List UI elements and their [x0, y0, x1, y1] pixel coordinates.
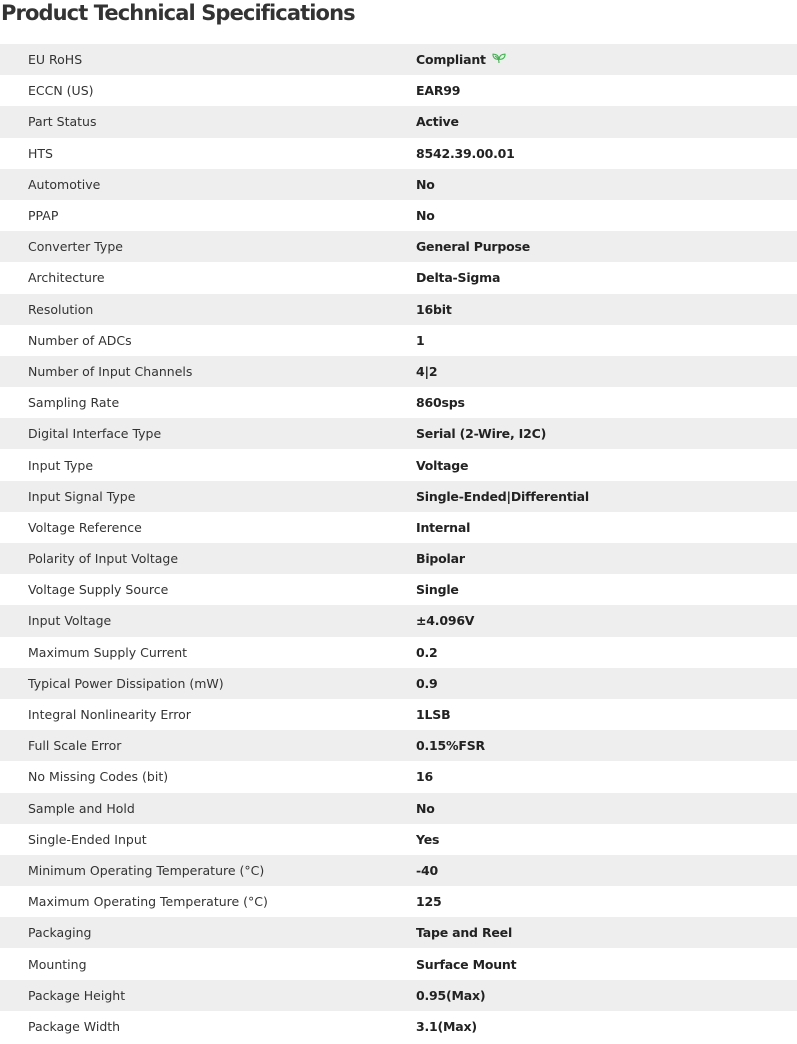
spec-label: [0, 169, 416, 200]
spec-label-text: Polarity of Input Voltage: [28, 551, 179, 567]
spec-row: [0, 824, 797, 855]
spec-row: [0, 886, 797, 917]
spec-row: [0, 294, 797, 325]
spec-label-text: Automotive: [28, 176, 101, 192]
spec-value-text: 1LSB: [416, 707, 451, 723]
spec-row: [0, 948, 797, 979]
spec-value-text: Single: [416, 582, 459, 598]
spec-row: [0, 855, 797, 886]
spec-row: [0, 1011, 797, 1042]
spec-value-text: 8542.39.00.01: [416, 145, 515, 161]
spec-value: [416, 543, 797, 574]
spec-value: [416, 761, 797, 792]
spec-row: [0, 668, 797, 699]
spec-row: [0, 574, 797, 605]
spec-label-text: Package Height: [28, 987, 126, 1003]
spec-value-text: EAR99: [416, 83, 461, 99]
spec-label-text: ECCN (US): [28, 83, 94, 99]
spec-label: [0, 325, 416, 356]
spec-value-text: Single-Ended|Differential: [416, 488, 589, 504]
spec-value: [416, 169, 797, 200]
spec-value-text: Surface Mount: [416, 956, 517, 972]
spec-value: [416, 44, 797, 75]
spec-row: [0, 387, 797, 418]
spec-label: [0, 855, 416, 886]
spec-label-text: Maximum Operating Temperature (°C): [28, 894, 268, 910]
spec-label: [0, 699, 416, 730]
spec-value-text: 1: [416, 332, 425, 348]
spec-value-text: General Purpose: [416, 239, 531, 255]
spec-label-text: Part Status: [28, 114, 97, 130]
spec-value-text: No: [416, 208, 435, 224]
spec-label-text: EU RoHS: [28, 52, 83, 68]
spec-value: [416, 138, 797, 169]
spec-value-text: Internal: [416, 519, 471, 535]
spec-row: [0, 262, 797, 293]
spec-label-text: No Missing Codes (bit): [28, 769, 169, 785]
spec-label-text: Input Voltage: [28, 613, 112, 629]
spec-value: [416, 449, 797, 480]
spec-label-text: Number of Input Channels: [28, 363, 193, 379]
spec-value-text: 3.1(Max): [416, 1018, 477, 1034]
spec-label: [0, 200, 416, 231]
spec-label: [0, 730, 416, 761]
spec-value-text: Tape and Reel: [416, 925, 513, 941]
spec-row: [0, 637, 797, 668]
spec-value-text: Bipolar: [416, 551, 465, 567]
spec-value: [416, 75, 797, 106]
spec-value-text: 125: [416, 894, 442, 910]
spec-value-text: Delta-Sigma: [416, 270, 501, 286]
spec-row: [0, 106, 797, 137]
spec-value: [416, 917, 797, 948]
spec-label: [0, 294, 416, 325]
spec-label: [0, 917, 416, 948]
spec-row: [0, 325, 797, 356]
spec-value-text: Compliant: [416, 52, 486, 68]
spec-label-text: Minimum Operating Temperature (°C): [28, 862, 265, 878]
spec-label: [0, 356, 416, 387]
spec-value: [416, 948, 797, 979]
spec-label: [0, 980, 416, 1011]
spec-value: [416, 325, 797, 356]
spec-value: [416, 231, 797, 262]
spec-label-text: Mounting: [28, 956, 87, 972]
spec-label-text: Number of ADCs: [28, 332, 132, 348]
spec-label: [0, 668, 416, 699]
spec-value-text: 4|2: [416, 363, 438, 379]
leaf-icon: [492, 52, 506, 67]
spec-label-text: Converter Type: [28, 239, 123, 255]
spec-label-text: Voltage Reference: [28, 519, 142, 535]
spec-value: [416, 730, 797, 761]
spec-value: [416, 356, 797, 387]
spec-value: [416, 200, 797, 231]
spec-value-text: 0.95(Max): [416, 987, 486, 1003]
spec-label-text: Single-Ended Input: [28, 831, 147, 847]
spec-label-text: Full Scale Error: [28, 738, 122, 754]
spec-label-text: Sampling Rate: [28, 395, 120, 411]
spec-value: [416, 387, 797, 418]
spec-label-text: Digital Interface Type: [28, 426, 162, 442]
spec-value: [416, 793, 797, 824]
spec-value-text: No: [416, 176, 435, 192]
spec-label: [0, 605, 416, 636]
spec-row: [0, 75, 797, 106]
spec-value-text: Voltage: [416, 457, 469, 473]
spec-value-text: 16bit: [416, 301, 452, 317]
spec-row: [0, 449, 797, 480]
spec-value: [416, 512, 797, 543]
spec-row: [0, 44, 797, 75]
spec-label-text: Sample and Hold: [28, 800, 135, 816]
spec-label: [0, 262, 416, 293]
spec-value: [416, 262, 797, 293]
spec-row: [0, 543, 797, 574]
spec-value-text: 16: [416, 769, 433, 785]
spec-value: [416, 1011, 797, 1042]
spec-row: [0, 231, 797, 262]
spec-label-text: PPAP: [28, 208, 59, 224]
spec-row: [0, 200, 797, 231]
spec-row: [0, 481, 797, 512]
spec-value: [416, 605, 797, 636]
spec-label-text: Integral Nonlinearity Error: [28, 707, 191, 723]
spec-value-text: Serial (2-Wire, I2C): [416, 426, 547, 442]
spec-row: [0, 169, 797, 200]
spec-row: [0, 980, 797, 1011]
spec-value: [416, 980, 797, 1011]
spec-row: [0, 356, 797, 387]
spec-value-text: ±4.096V: [416, 613, 475, 629]
spec-label-text: Input Signal Type: [28, 488, 136, 504]
spec-label: [0, 449, 416, 480]
spec-value-text: 0.15%FSR: [416, 738, 485, 754]
spec-label: [0, 138, 416, 169]
spec-label-text: HTS: [28, 145, 53, 161]
spec-label-text: Input Type: [28, 457, 94, 473]
spec-label: [0, 512, 416, 543]
spec-value: [416, 637, 797, 668]
page-title: Product Technical Specifications: [1, 1, 355, 25]
spec-row: [0, 512, 797, 543]
spec-value-text: 860sps: [416, 395, 465, 411]
spec-value-text: 0.9: [416, 675, 438, 691]
spec-row: [0, 699, 797, 730]
spec-label: [0, 75, 416, 106]
spec-label: [0, 886, 416, 917]
spec-row: [0, 793, 797, 824]
spec-label: [0, 824, 416, 855]
spec-label-text: Resolution: [28, 301, 94, 317]
spec-label: [0, 637, 416, 668]
spec-label-text: Voltage Supply Source: [28, 582, 169, 598]
spec-table: [0, 44, 797, 1042]
spec-label: [0, 1011, 416, 1042]
spec-label-text: Packaging: [28, 925, 92, 941]
spec-table-body: [0, 44, 797, 1042]
spec-label-text: Typical Power Dissipation (mW): [28, 675, 224, 691]
spec-row: [0, 761, 797, 792]
spec-value-text: -40: [416, 862, 438, 878]
spec-value: [416, 574, 797, 605]
spec-value: [416, 668, 797, 699]
spec-value-text: No: [416, 800, 435, 816]
spec-label: [0, 948, 416, 979]
spec-label: [0, 106, 416, 137]
spec-value: [416, 699, 797, 730]
spec-label: [0, 481, 416, 512]
spec-label: [0, 574, 416, 605]
spec-row: [0, 730, 797, 761]
spec-value-text: Active: [416, 114, 459, 130]
spec-label-text: Architecture: [28, 270, 105, 286]
spec-label: [0, 793, 416, 824]
spec-label: [0, 387, 416, 418]
spec-label: [0, 761, 416, 792]
spec-label: [0, 418, 416, 449]
spec-label: [0, 543, 416, 574]
spec-value: [416, 418, 797, 449]
spec-value: [416, 886, 797, 917]
spec-value-text: 0.2: [416, 644, 438, 660]
spec-label-text: Maximum Supply Current: [28, 644, 188, 660]
spec-label: [0, 231, 416, 262]
spec-row: [0, 605, 797, 636]
spec-row: [0, 138, 797, 169]
spec-value: [416, 106, 797, 137]
spec-value: [416, 481, 797, 512]
spec-label-text: Package Width: [28, 1018, 121, 1034]
spec-row: [0, 917, 797, 948]
spec-row: [0, 418, 797, 449]
spec-value: [416, 824, 797, 855]
spec-label: [0, 44, 416, 75]
spec-value: [416, 855, 797, 886]
spec-value: [416, 294, 797, 325]
spec-value-text: Yes: [416, 831, 440, 847]
